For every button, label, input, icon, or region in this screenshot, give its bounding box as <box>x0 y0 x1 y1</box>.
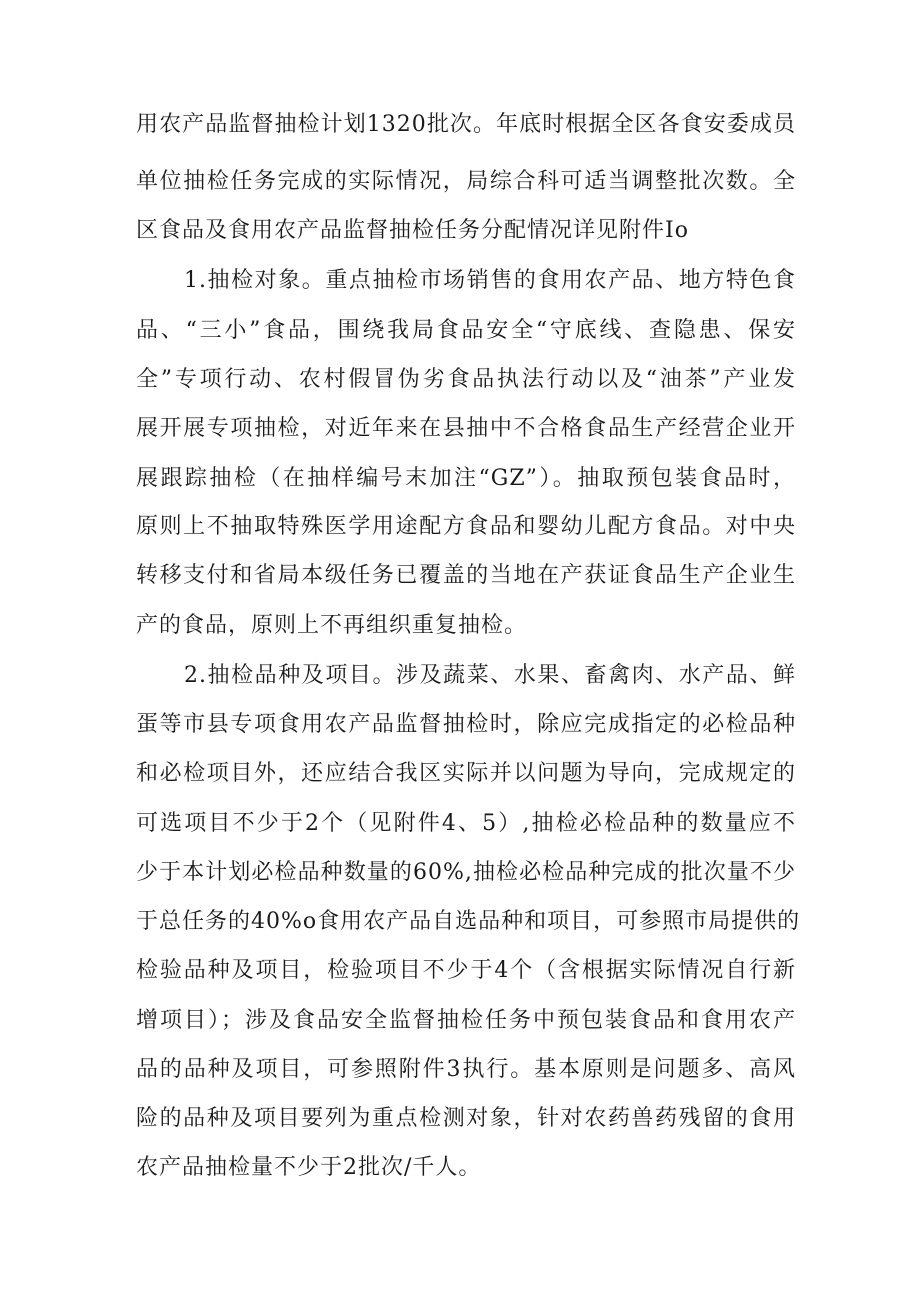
text-line: 于总任务的40%o食用农产品自选品种和项目，可参照市局提供的 <box>136 909 801 934</box>
text-line: 用农产品监督抽检计划1320批次。年底时根据全区各食安委成员 <box>136 112 796 137</box>
text-line: 展开展专项抽检，对近年来在县抽中不合格食品生产经营企业开 <box>136 416 796 441</box>
paragraph-start-line: 2.抽检品种及项目。涉及蔬菜、水果、畜禽肉、水产品、鲜 <box>184 663 796 688</box>
text-line: 展跟踪抽检（在抽样编号末加注“GZ”）。抽取预包装食品时， <box>136 466 796 491</box>
text-line: 农产品抽检量不少于2批次/千人。 <box>136 1155 482 1180</box>
paragraph-start-line: 1.抽检对象。重点抽检市场销售的食用农产品、地方特色食 <box>184 268 796 293</box>
text-line: 增项目）；涉及食品安全监督抽检任务中预包装食品和食用农产 <box>136 1008 796 1033</box>
text-line: 少于本计划必检品种数量的60%,抽检必检品种完成的批次量不少 <box>136 860 796 885</box>
text-line: 检验品种及项目，检验项目不少于4个（含根据实际情况自行新 <box>136 958 796 983</box>
text-line: 险的品种及项目要列为重点检测对象，针对农药兽药残留的食用 <box>136 1106 796 1131</box>
text-line: 区食品及食用农产品监督抽检任务分配情况详见附件Io <box>136 218 689 243</box>
text-line: 单位抽检任务完成的实际情况，局综合科可适当调整批次数。全 <box>136 169 796 194</box>
text-line: 和必检项目外，还应结合我区实际并以问题为导向，完成规定的 <box>136 761 796 786</box>
text-line: 全”专项行动、农村假冒伪劣食品执法行动以及“油茶”产业发 <box>136 367 796 392</box>
text-line: 产的食品，原则上不再组织重复抽检。 <box>136 613 528 638</box>
text-line: 品、“三小”食品，围绕我局食品安全“守底线、查隐患、保安 <box>136 318 796 343</box>
text-line: 蛋等市县专项食用农产品监督抽检时，除应完成指定的必检品种 <box>136 712 796 737</box>
text-line: 转移支付和省局本级任务已覆盖的当地在产获证食品生产企业生 <box>136 563 796 588</box>
text-line: 可选项目不少于2个（见附件4、5）,抽检必检品种的数量应不 <box>136 811 796 836</box>
text-line: 原则上不抽取特殊医学用途配方食品和婴幼儿配方食品。对中央 <box>136 514 796 539</box>
text-line: 品的品种及项目，可参照附件3执行。基本原则是问题多、高风 <box>136 1057 796 1082</box>
